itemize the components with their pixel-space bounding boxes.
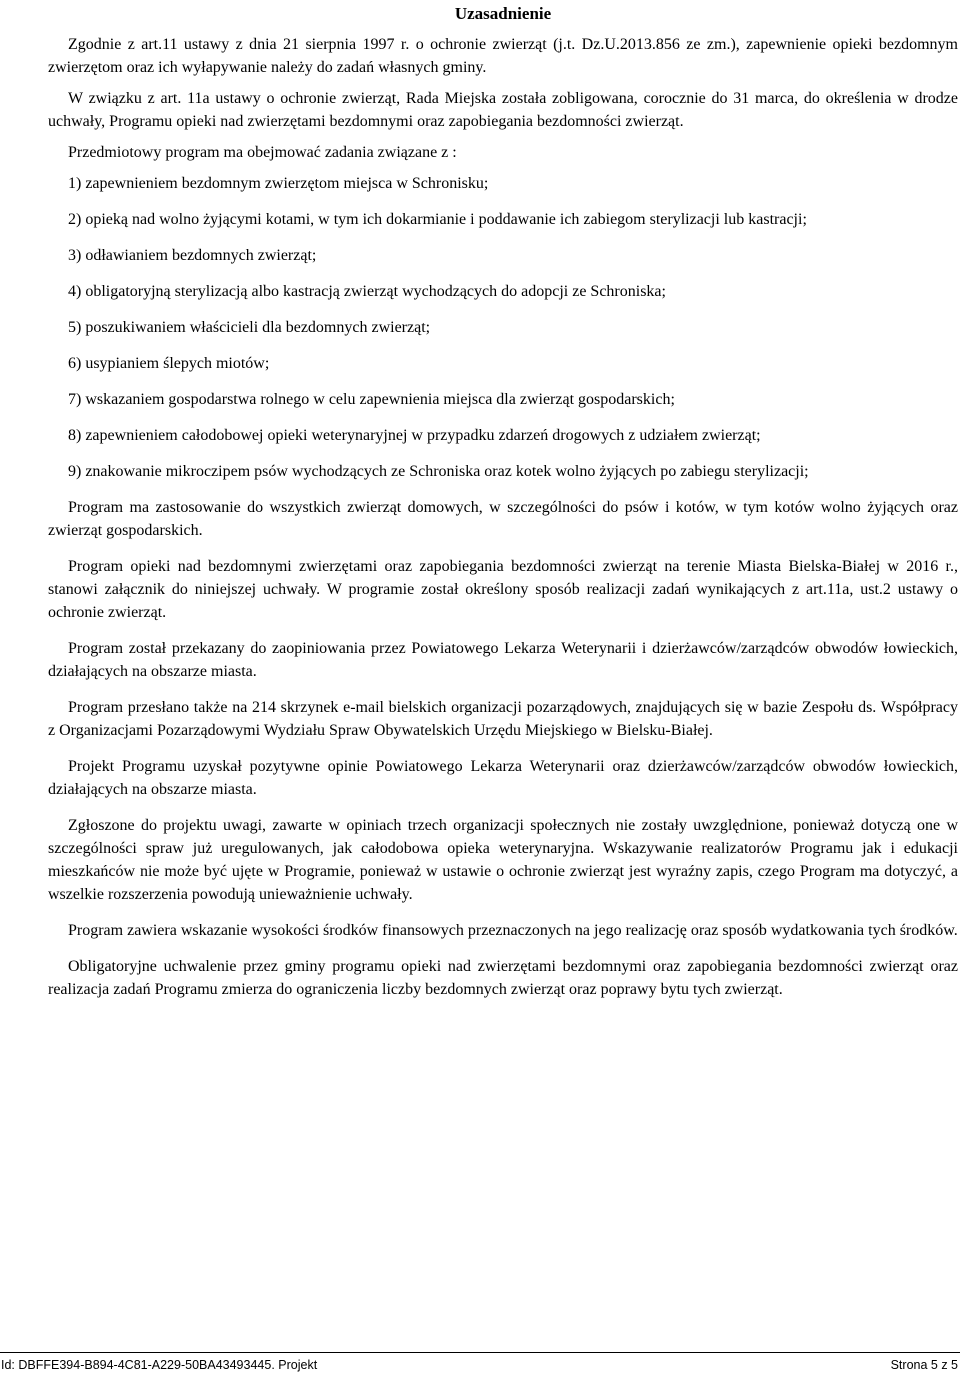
list-item-2: 2) opieką nad wolno żyjącymi kotami, w tym ich dokarmianie i poddawanie ich zabiegom sterylizacji lub kastracji; [68,211,807,228]
list-item-7: 7) wskazaniem gospodarstwa rolnego w celu zapewnienia miejsca dla zwierząt gospodarskich; [68,391,675,408]
paragraph-consultation: Program został przekazany do zaopiniowania przez Powiatowego Lekarza Weterynarii i dzierżawców/zarządców obwodów łowieckich, działających na obszarze miasta. [48,640,958,680]
list-item-5: 5) poszukiwaniem właścicieli dla bezdomnych zwierząt; [68,319,431,336]
paragraph-funding: Program zawiera wskazanie wysokości środków finansowych przeznaczonych na jego realizację oraz sposób wydatkowania tych środków. [68,922,958,939]
list-item-6: 6) usypianiem ślepych miotów; [68,355,270,372]
paragraph-applicability: Program ma zastosowanie do wszystkich zwierząt domowych, w szczególności do psów i kotów, w tym kotów wolno żyjących oraz zwierząt gospodarskich. [48,499,958,539]
list-item-3: 3) odławianiem bezdomnych zwierząt; [68,247,317,264]
list-item-9: 9) znakowanie mikroczipem psów wychodzących ze Schroniska oraz kotek wolno żyjących po zabiegu sterylizacji; [68,463,809,480]
page-number: Strona 5 z 5 [890,1358,958,1372]
paragraph-legal-basis: Zgodnie z art.11 ustawy z dnia 21 sierpnia 1997 r. o ochronie zwierząt (j.t. Dz.U.2013.856 ze zm.), zapewnienie opieki bezdomnym zwierzętom oraz ich wyłapywanie należy do zadań własnych gminy. [48,36,958,76]
document-title: Uzasadnienie [454,4,552,23]
paragraph-council-obligation: W związku z art. 11a ustawy o ochronie zwierząt, Rada Miejska została zobligowana, corocznie do 31 marca, do określenia w drodze uchwały, Programu opieki nad zwierzętami bezdomnymi oraz zapobiegania bezdomności zwierząt. [48,90,958,130]
list-item-8: 8) zapewnieniem całodobowej opieki weterynaryjnej w przypadku zdarzeń drogowych z udziałem zwierząt; [68,427,761,444]
paragraph-email-distribution: Program przesłano także na 214 skrzynek e-mail bielskich organizacji pozarządowych, znajdujących się w bazie Zespołu ds. Współpracy z Organizacjami Pozarządowymi Wydziału Spraw Obywatelskich Urzędu Miejskiego w Bielsku-Białej. [48,699,958,739]
document-id: Id: DBFFE394-B894-4C81-A229-50BA43493445. Projekt [1,1358,318,1372]
paragraph-program-attachment: Program opieki nad bezdomnymi zwierzętami oraz zapobiegania bezdomności zwierząt na terenie Miasta Bielska-Białej w 2016 r., stanowi załącznik do niniejszej uchwały. W programie został określony sposób realizacji zadań wynikających z art.11a, ust.2 ustawy o ochronie zwierząt. [48,558,958,621]
list-item-1: 1) zapewnieniem bezdomnym zwierzętom miejsca w Schronisku; [68,175,489,192]
document-page [48,0,958,1014]
list-item-4: 4) obligatoryjną sterylizacją albo kastracją zwierząt wychodzących do adopcji ze Schroniska; [68,283,666,300]
page-footer [0,1352,960,1372]
paragraph-rejected-remarks: Zgłoszone do projektu uwagi, zawarte w opiniach trzech organizacji społecznych nie zostały uwzględnione, ponieważ dotyczą one w szczególności spraw już uregulowanych, jak całodobowa opieka weterynaryjna. Wskazywanie realizatorów Programu jak i edukacji mieszkańców nie może być ujęte w Programie, ponieważ w ustawie o ochronie zwierząt jest wyraźny zapis, czego Program ma dotyczyć, a wszelkie rozszerzenia powodują unieważnienie uchwały. [48,817,958,903]
paragraph-conclusion: Obligatoryjne uchwalenie przez gminy programu opieki nad zwierzętami bezdomnymi oraz zapobiegania bezdomności zwierząt oraz realizacja zadań Programu zmierza do ograniczenia liczby bezdomnych zwierząt oraz poprawy bytu tych zwierząt. [48,958,958,998]
paragraph-program-scope-intro: Przedmiotowy program ma obejmować zadania związane z : [68,144,457,161]
paragraph-positive-opinions: Projekt Programu uzyskał pozytywne opinie Powiatowego Lekarza Weterynarii oraz dzierżawców/zarządców obwodów łowieckich, działających na obszarze miasta. [48,758,958,798]
